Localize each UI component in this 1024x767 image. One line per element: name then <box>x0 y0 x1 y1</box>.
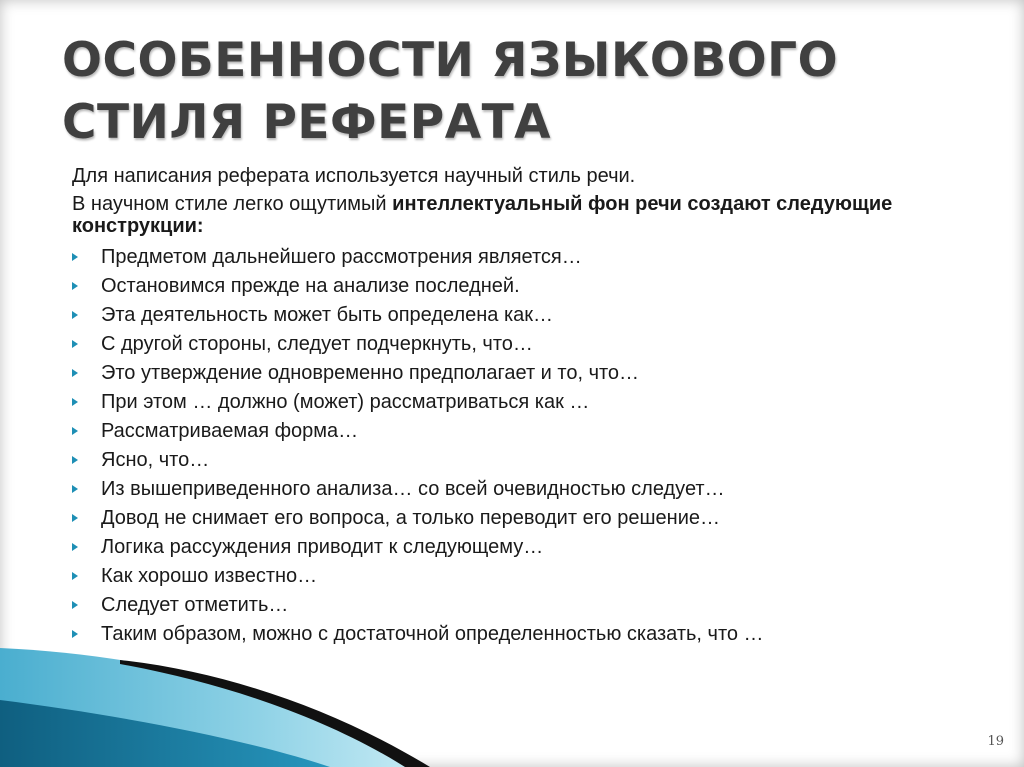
list-item <box>72 243 972 272</box>
wave-light-band <box>0 648 430 767</box>
list-item-text: Предметом дальнейшего рассмотрения является… <box>101 246 582 268</box>
right-triangle-bullet-icon <box>72 311 78 319</box>
list-item-text: Таким образом, можно с достаточной определенностью сказать, что … <box>101 623 764 645</box>
title-line-2: СТИЛЯ РЕФЕРАТА <box>62 95 552 150</box>
title-line-1: ОСОБЕННОСТИ ЯЗЫКОВОГО <box>62 33 839 88</box>
construction-list <box>72 243 972 649</box>
right-triangle-bullet-icon <box>72 456 78 464</box>
right-triangle-bullet-icon <box>72 630 78 638</box>
list-item-text: При этом … должно (может) рассматриваться как … <box>101 391 590 413</box>
right-triangle-bullet-icon <box>72 340 78 348</box>
list-item <box>72 475 972 504</box>
list-item-text: Следует отметить… <box>101 594 289 616</box>
list-item <box>72 359 972 388</box>
right-triangle-bullet-icon <box>72 601 78 609</box>
list-item-text: Это утверждение одновременно предполагает и то, что… <box>101 362 640 384</box>
list-item-text: Эта деятельность может быть определена как… <box>101 304 554 326</box>
slide-content <box>72 165 972 649</box>
list-item-text: Остановимся прежде на анализе последней. <box>101 275 520 297</box>
right-triangle-bullet-icon <box>72 253 78 261</box>
slide-title <box>62 30 962 154</box>
page-number: 19 <box>987 734 1004 749</box>
list-item <box>72 388 972 417</box>
list-item <box>72 533 972 562</box>
list-item <box>72 417 972 446</box>
list-item <box>72 301 972 330</box>
list-item-text: Ясно, что… <box>101 449 210 471</box>
list-item <box>72 330 972 359</box>
right-triangle-bullet-icon <box>72 514 78 522</box>
list-item <box>72 620 972 649</box>
list-item-text: Довод не снимает его вопроса, а только переводит его решение… <box>101 507 720 529</box>
right-triangle-bullet-icon <box>72 427 78 435</box>
right-triangle-bullet-icon <box>72 485 78 493</box>
list-item <box>72 591 972 620</box>
right-triangle-bullet-icon <box>72 282 78 290</box>
right-triangle-bullet-icon <box>72 369 78 377</box>
list-item <box>72 562 972 591</box>
list-item-text: Как хорошо известно… <box>101 565 318 587</box>
intro-paragraph-2-bold: интеллектуальный фон речи создают следующие конструкции: <box>72 193 893 237</box>
intro-paragraph-2 <box>72 193 972 237</box>
list-item <box>72 446 972 475</box>
list-item-text: Логика рассуждения приводит к следующему… <box>101 536 544 558</box>
right-triangle-bullet-icon <box>72 543 78 551</box>
list-item-text: Рассматриваемая форма… <box>101 420 359 442</box>
intro-paragraph-1: Для написания реферата используется научный стиль речи. <box>72 165 636 187</box>
wave-dark-band <box>0 700 330 767</box>
list-item-text: С другой стороны, следует подчеркнуть, что… <box>101 333 533 355</box>
right-triangle-bullet-icon <box>72 572 78 580</box>
wave-black-stripe <box>120 660 430 767</box>
list-item <box>72 504 972 533</box>
list-item <box>72 272 972 301</box>
list-item-text: Из вышеприведенного анализа… со всей очевидностью следует… <box>101 478 725 500</box>
right-triangle-bullet-icon <box>72 398 78 406</box>
intro-paragraph-2-plain: В научном стиле легко ощутимый <box>72 193 393 215</box>
